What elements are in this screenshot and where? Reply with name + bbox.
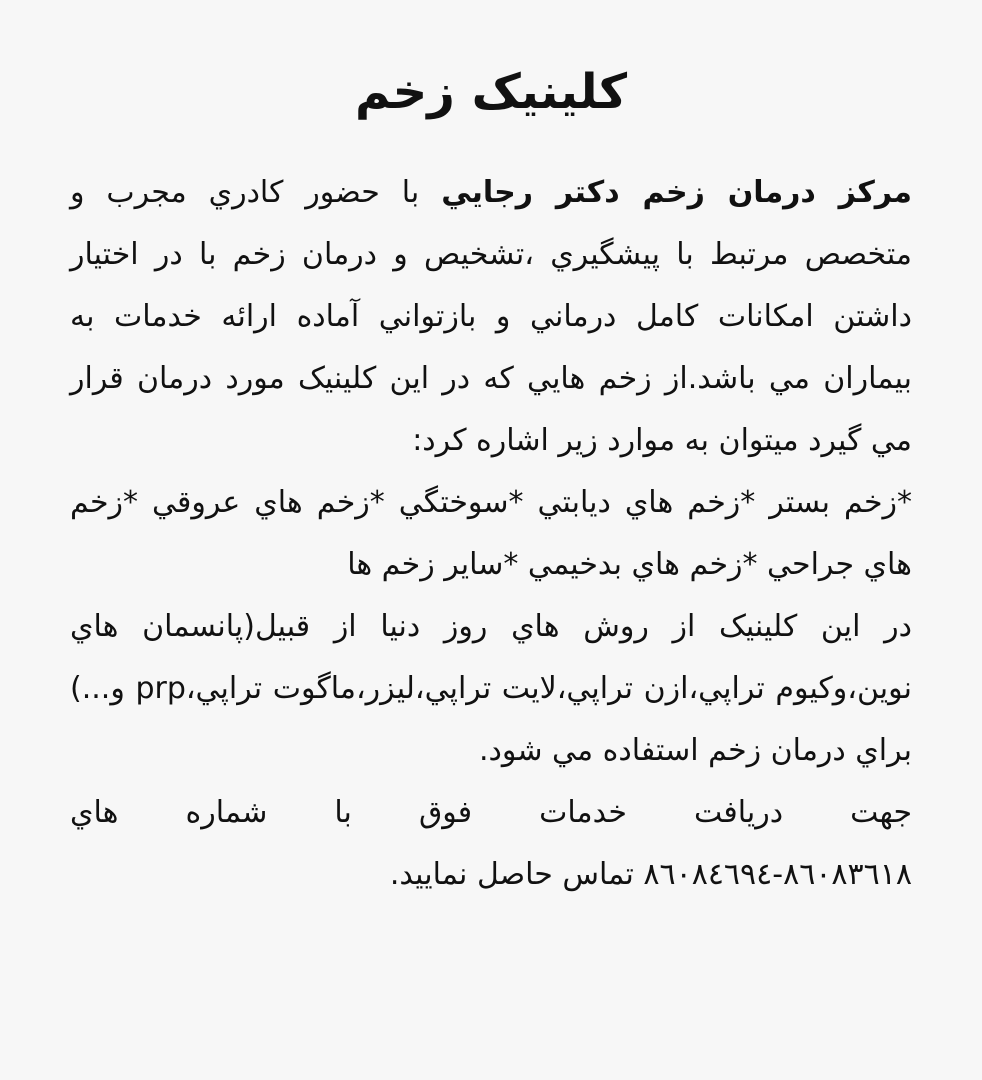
intro-text: با حضور کادري مجرب و متخصص مرتبط با پيشگيري ،تشخيص و درمان زخم با در اختيار داشتن امکانات کامل درماني و بازتواني آماده ارائه خدمات به بيماران مي باشد.از زخم هايي که در اين کلينيک مورد درمان قرار مي گيرد ميتوان به موارد زير اشاره کرد: bbox=[70, 175, 912, 458]
page-title: کلينيک زخم bbox=[354, 64, 627, 120]
wound-types-paragraph: *زخم بستر *زخم هاي ديابتي *سوختگي *زخم هاي عروقي *زخم هاي جراحي *زخم هاي بدخيمي *ساير زخم ها bbox=[70, 485, 912, 582]
contact-line-2: ٨٦٠٨٣٦١٨-٨٦٠٨٤٦٩٤ تماس حاصل نماييد. bbox=[389, 857, 912, 892]
center-name: مرکز درمان زخم دکتر رجايي bbox=[441, 175, 913, 210]
intro-paragraph bbox=[70, 162, 912, 472]
contact-line-1: جهت دريافت خدمات فوق با شماره هاي bbox=[70, 795, 912, 830]
methods-paragraph: در اين کلينيک از روش هاي روز دنيا از قبيل(پانسمان هاي نوين،وکيوم تراپي،ازن تراپي،لايت تراپي،ليزر،ماگوت تراپي،prp و...) براي درمان زخم استفاده مي شود. bbox=[70, 609, 912, 768]
